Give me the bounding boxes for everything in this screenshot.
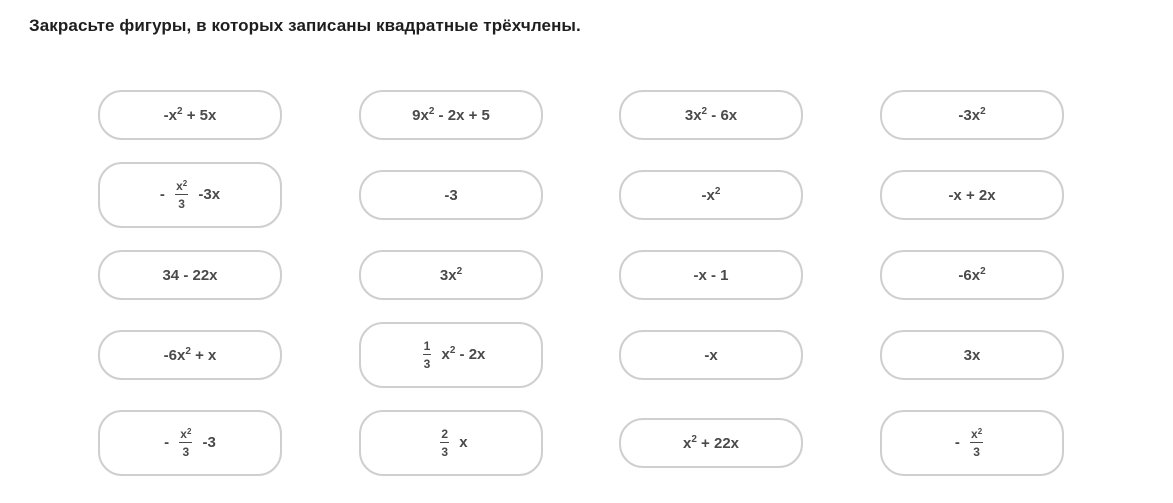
fraction [440, 428, 449, 458]
fraction-numerator: $x^2$ [180, 427, 192, 441]
expression-text: - [954, 433, 965, 451]
expression-text: 3x [963, 346, 981, 364]
expression-text: -x [701, 186, 715, 204]
shape-cell-5[interactable] [98, 162, 282, 228]
fraction [423, 340, 432, 370]
expression-text: -x [704, 346, 718, 364]
exponent: 2 [980, 265, 986, 277]
fraction [175, 180, 188, 210]
fraction-denominator: 3 [423, 357, 431, 371]
expression-text: - 2x + 5 [434, 106, 490, 124]
expression [958, 107, 985, 124]
expression-text: - [159, 185, 170, 203]
exponent: 2 [691, 433, 697, 445]
expression-text: -6x [958, 266, 981, 284]
expression-text: 3x [684, 106, 702, 124]
expression-text: -x [163, 106, 177, 124]
exponent: 2 [977, 427, 983, 436]
expression [440, 267, 462, 284]
expression [160, 180, 220, 210]
shape-cell-8[interactable] [880, 170, 1064, 220]
exponent: 2 [701, 105, 708, 117]
exponent: 2 [428, 105, 435, 117]
exponent: 2 [182, 179, 188, 188]
expression [417, 340, 486, 370]
expression-text: - 2x [455, 345, 486, 363]
shape-cell-4[interactable] [880, 90, 1064, 140]
exponent: 2 [456, 265, 463, 277]
expression [948, 187, 995, 204]
expression-text: + 5x [182, 106, 217, 124]
shape-cell-14[interactable] [359, 322, 543, 388]
shape-cell-18[interactable] [359, 410, 543, 476]
expression-text: -6x [163, 346, 186, 364]
expression-text: 3x [439, 266, 457, 284]
expression-text: -x - 1 [693, 266, 729, 284]
expression-text: -3x [194, 185, 221, 203]
shape-cell-13[interactable] [98, 330, 282, 380]
expression [164, 107, 217, 124]
exponent: 2 [714, 185, 721, 197]
expression [444, 187, 457, 204]
exponent: 2 [449, 344, 456, 356]
exponent: 2 [186, 427, 192, 436]
shape-cell-20[interactable] [880, 410, 1064, 476]
shape-cell-16[interactable] [880, 330, 1064, 380]
shape-cell-17[interactable] [98, 410, 282, 476]
exponent: 2 [980, 105, 986, 117]
fraction [179, 428, 192, 458]
fraction-numerator: $x^2$ [971, 427, 983, 441]
expression [955, 428, 989, 458]
shape-cell-12[interactable] [880, 250, 1064, 300]
expression-text: -x + 2x [948, 186, 996, 204]
expression-text: x [437, 345, 450, 363]
exponent: 2 [185, 345, 191, 357]
expression [958, 267, 985, 284]
expression [164, 428, 216, 458]
expression-text: x [682, 434, 692, 452]
expression [412, 107, 490, 124]
shape-cell-19[interactable] [619, 418, 803, 468]
shape-cell-7[interactable] [619, 170, 803, 220]
fraction-denominator: 3 [973, 445, 980, 459]
fraction-denominator: 3 [441, 445, 449, 459]
fraction-denominator: 3 [178, 197, 185, 211]
expression-text: -3 [198, 433, 216, 451]
shape-cell-9[interactable] [98, 250, 282, 300]
expression-text: 9x [412, 106, 429, 124]
page-title: Закрасьте фигуры, в которых записаны квадратные трёхчлены. [29, 16, 581, 35]
fraction [970, 428, 983, 458]
expression [162, 267, 217, 284]
expression [685, 107, 737, 124]
expression-text: + 22x [696, 434, 740, 452]
shape-cell-15[interactable] [619, 330, 803, 380]
shape-cell-10[interactable] [359, 250, 543, 300]
shape-cell-3[interactable] [619, 90, 803, 140]
expression [964, 347, 981, 364]
expression-text: -3x [958, 106, 981, 124]
fraction-numerator: 1 [423, 339, 431, 353]
expression-text: -3 [444, 186, 458, 204]
shape-cell-6[interactable] [359, 170, 543, 220]
expression-text: - 6x [707, 106, 738, 124]
expression-text: + x [190, 346, 217, 364]
exponent: 2 [177, 105, 183, 117]
shape-cell-11[interactable] [619, 250, 803, 300]
shape-cell-2[interactable] [359, 90, 543, 140]
expression [434, 428, 467, 458]
expression-text: 34 - 22x [162, 266, 218, 284]
expression [693, 267, 728, 284]
fraction-numerator: 2 [441, 427, 449, 441]
shape-cell-1[interactable] [98, 90, 282, 140]
expression [683, 435, 739, 452]
fraction-numerator: $x^2$ [176, 179, 188, 193]
expression-text: - [164, 433, 174, 451]
expression [164, 347, 217, 364]
expression-text: x [455, 433, 468, 451]
expression [702, 187, 721, 204]
expression [704, 347, 717, 364]
fraction-denominator: 3 [182, 445, 190, 459]
